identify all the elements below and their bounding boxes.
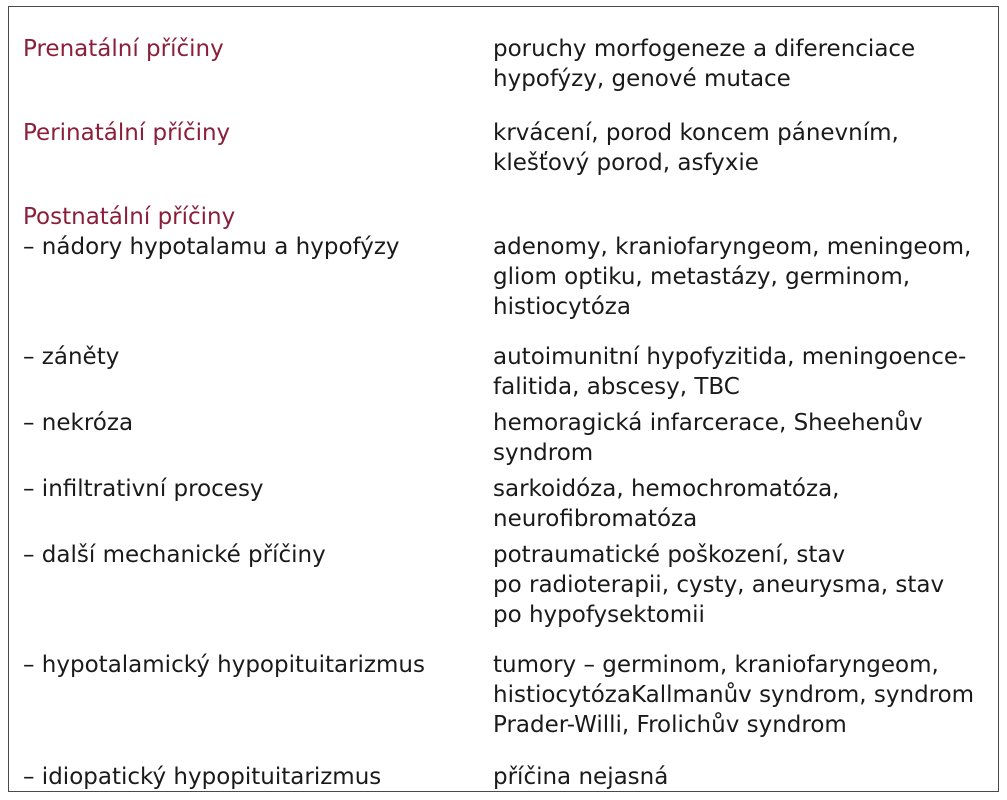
- cause-detail-line: hypofýzy, genové mutace: [493, 66, 791, 92]
- cause-detail-line: autoimunitní hypofyzitida, meningoence-: [493, 344, 967, 370]
- cause-details: [493, 408, 993, 468]
- cause-detail-line: histiocytóza: [493, 294, 631, 320]
- cause-detail-line: syndrom: [493, 440, 594, 466]
- cause-detail-line: tumory – germinom, kraniofaryngeom,: [493, 652, 939, 678]
- cause-label: – záněty: [23, 344, 120, 370]
- cause-detail-line: hemoragická infarcerace, Sheehenův: [493, 410, 923, 436]
- cause-details: [493, 232, 993, 322]
- cause-label: – nádory hypotalamu a hypofýzy: [23, 234, 400, 260]
- cause-details: [493, 650, 993, 740]
- cause-category-heading: Postnatální příčiny: [23, 204, 236, 230]
- cause-category-heading: Prenatální příčiny: [23, 36, 224, 62]
- cause-label: – idiopatický hypopituitarizmus: [23, 764, 382, 790]
- cause-detail-line: Prader-Willi, Frolichův syndrom: [493, 712, 847, 738]
- cause-detail-line: gliom optiku, metastázy, germinom,: [493, 264, 911, 290]
- cause-label: – další mechanické příčiny: [23, 542, 326, 568]
- cause-detail-line: sarkoidóza, hemochromatóza,: [493, 476, 840, 502]
- cause-details: [493, 34, 993, 94]
- cause-detail-line: falitida, abscesy, TBC: [493, 374, 740, 400]
- cause-detail-line: po hypofysektomii: [493, 602, 705, 628]
- cause-details: [493, 474, 993, 534]
- cause-details: [493, 762, 993, 792]
- cause-category-heading: Perinatální příčiny: [23, 120, 231, 146]
- cause-detail-line: po radioterapii, cysty, aneurysma, stav: [493, 572, 945, 598]
- cause-detail-line: poruchy morfogeneze a diferenciace: [493, 36, 916, 62]
- cause-label: – nekróza: [23, 410, 134, 436]
- cause-detail-line: adenomy, kraniofaryngeom, meningeom,: [493, 234, 972, 260]
- cause-detail-line: histiocytózaKallmanův syndrom, syndrom: [493, 682, 975, 708]
- cause-label: – hypotalamický hypopituitarizmus: [23, 652, 425, 678]
- cause-label: – infiltrativní procesy: [23, 476, 264, 502]
- cause-details: [493, 118, 993, 178]
- cause-details: [493, 540, 993, 630]
- cause-detail-line: klešťový porod, asfyxie: [493, 150, 759, 176]
- cause-detail-line: příčina nejasná: [493, 764, 669, 790]
- cause-details: [493, 342, 993, 402]
- causes-table: [8, 6, 999, 792]
- cause-detail-line: krvácení, porod koncem pánevním,: [493, 120, 899, 146]
- cause-detail-line: neurofibromatóza: [493, 506, 698, 532]
- cause-detail-line: potraumatické poškození, stav: [493, 542, 846, 568]
